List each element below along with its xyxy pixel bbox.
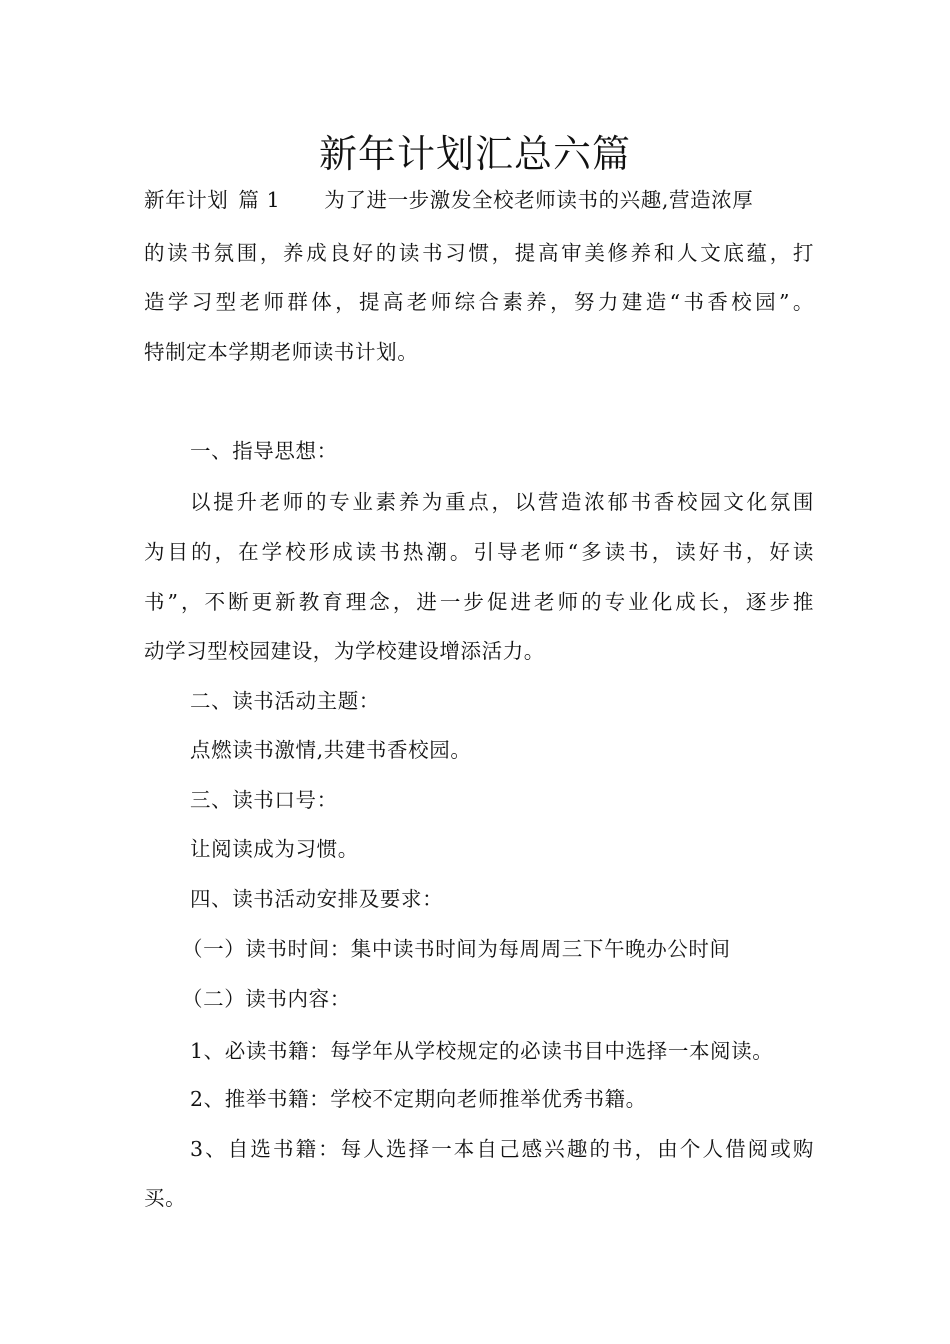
section-3-heading: 三、读书口号： <box>190 788 338 812</box>
page-title: 新年计划汇总六篇 <box>318 132 631 176</box>
section-2-heading: 二、读书活动主题： <box>190 689 380 713</box>
section-4-heading: 四、读书活动安排及要求： <box>190 887 444 911</box>
intro-line-2: 的读书氛围，养成良好的读书习惯，提高审美修养和人文底蕴，打 <box>144 241 814 265</box>
section-4-sub-2: （二）读书内容： <box>182 987 351 1011</box>
section-4-item-1: 1、必读书籍：每学年从学校规定的必读书目中选择一本阅读。 <box>190 1039 774 1063</box>
intro-section: 篇 1 <box>238 188 281 212</box>
intro-text-1: 为了进一步激发全校老师读书的兴趣,营造浓厚 <box>324 188 754 212</box>
intro-line-3: 造学习型老师群体，提高老师综合素养，努力建造“书香校园”。 <box>144 290 814 314</box>
section-4-sub-1: （一）读书时间：集中读书时间为每周周三下午晚办公时间 <box>182 937 731 961</box>
section-1-paragraph-line-4: 动学习型校园建设，为学校建设增添活力。 <box>144 639 545 663</box>
section-3-body: 让阅读成为习惯。 <box>190 837 359 861</box>
section-2-body: 点燃读书激情,共建书香校园。 <box>190 738 472 762</box>
intro-line-1 <box>144 185 814 215</box>
section-1-paragraph-line-2: 为目的，在学校形成读书热潮。引导老师“多读书，读好书，好读 <box>144 540 814 564</box>
section-1-paragraph-line-1: 以提升老师的专业素养为重点，以营造浓郁书香校园文化氛围 <box>190 490 814 514</box>
section-4-item-3-line-2: 买。 <box>144 1186 187 1210</box>
section-4-item-2: 2、推举书籍：学校不定期向老师推举优秀书籍。 <box>190 1087 647 1111</box>
section-4-item-3-line-1: 3、自选书籍：每人选择一本自己感兴趣的书，由个人借阅或购 <box>190 1137 814 1161</box>
intro-line-4: 特制定本学期老师读书计划。 <box>144 340 419 364</box>
section-1-paragraph-line-3: 书”，不断更新教育理念，进一步促进老师的专业化成长，逐步推 <box>144 590 814 614</box>
section-1-heading: 一、指导思想： <box>190 439 338 463</box>
intro-label: 新年计划 <box>144 188 229 212</box>
